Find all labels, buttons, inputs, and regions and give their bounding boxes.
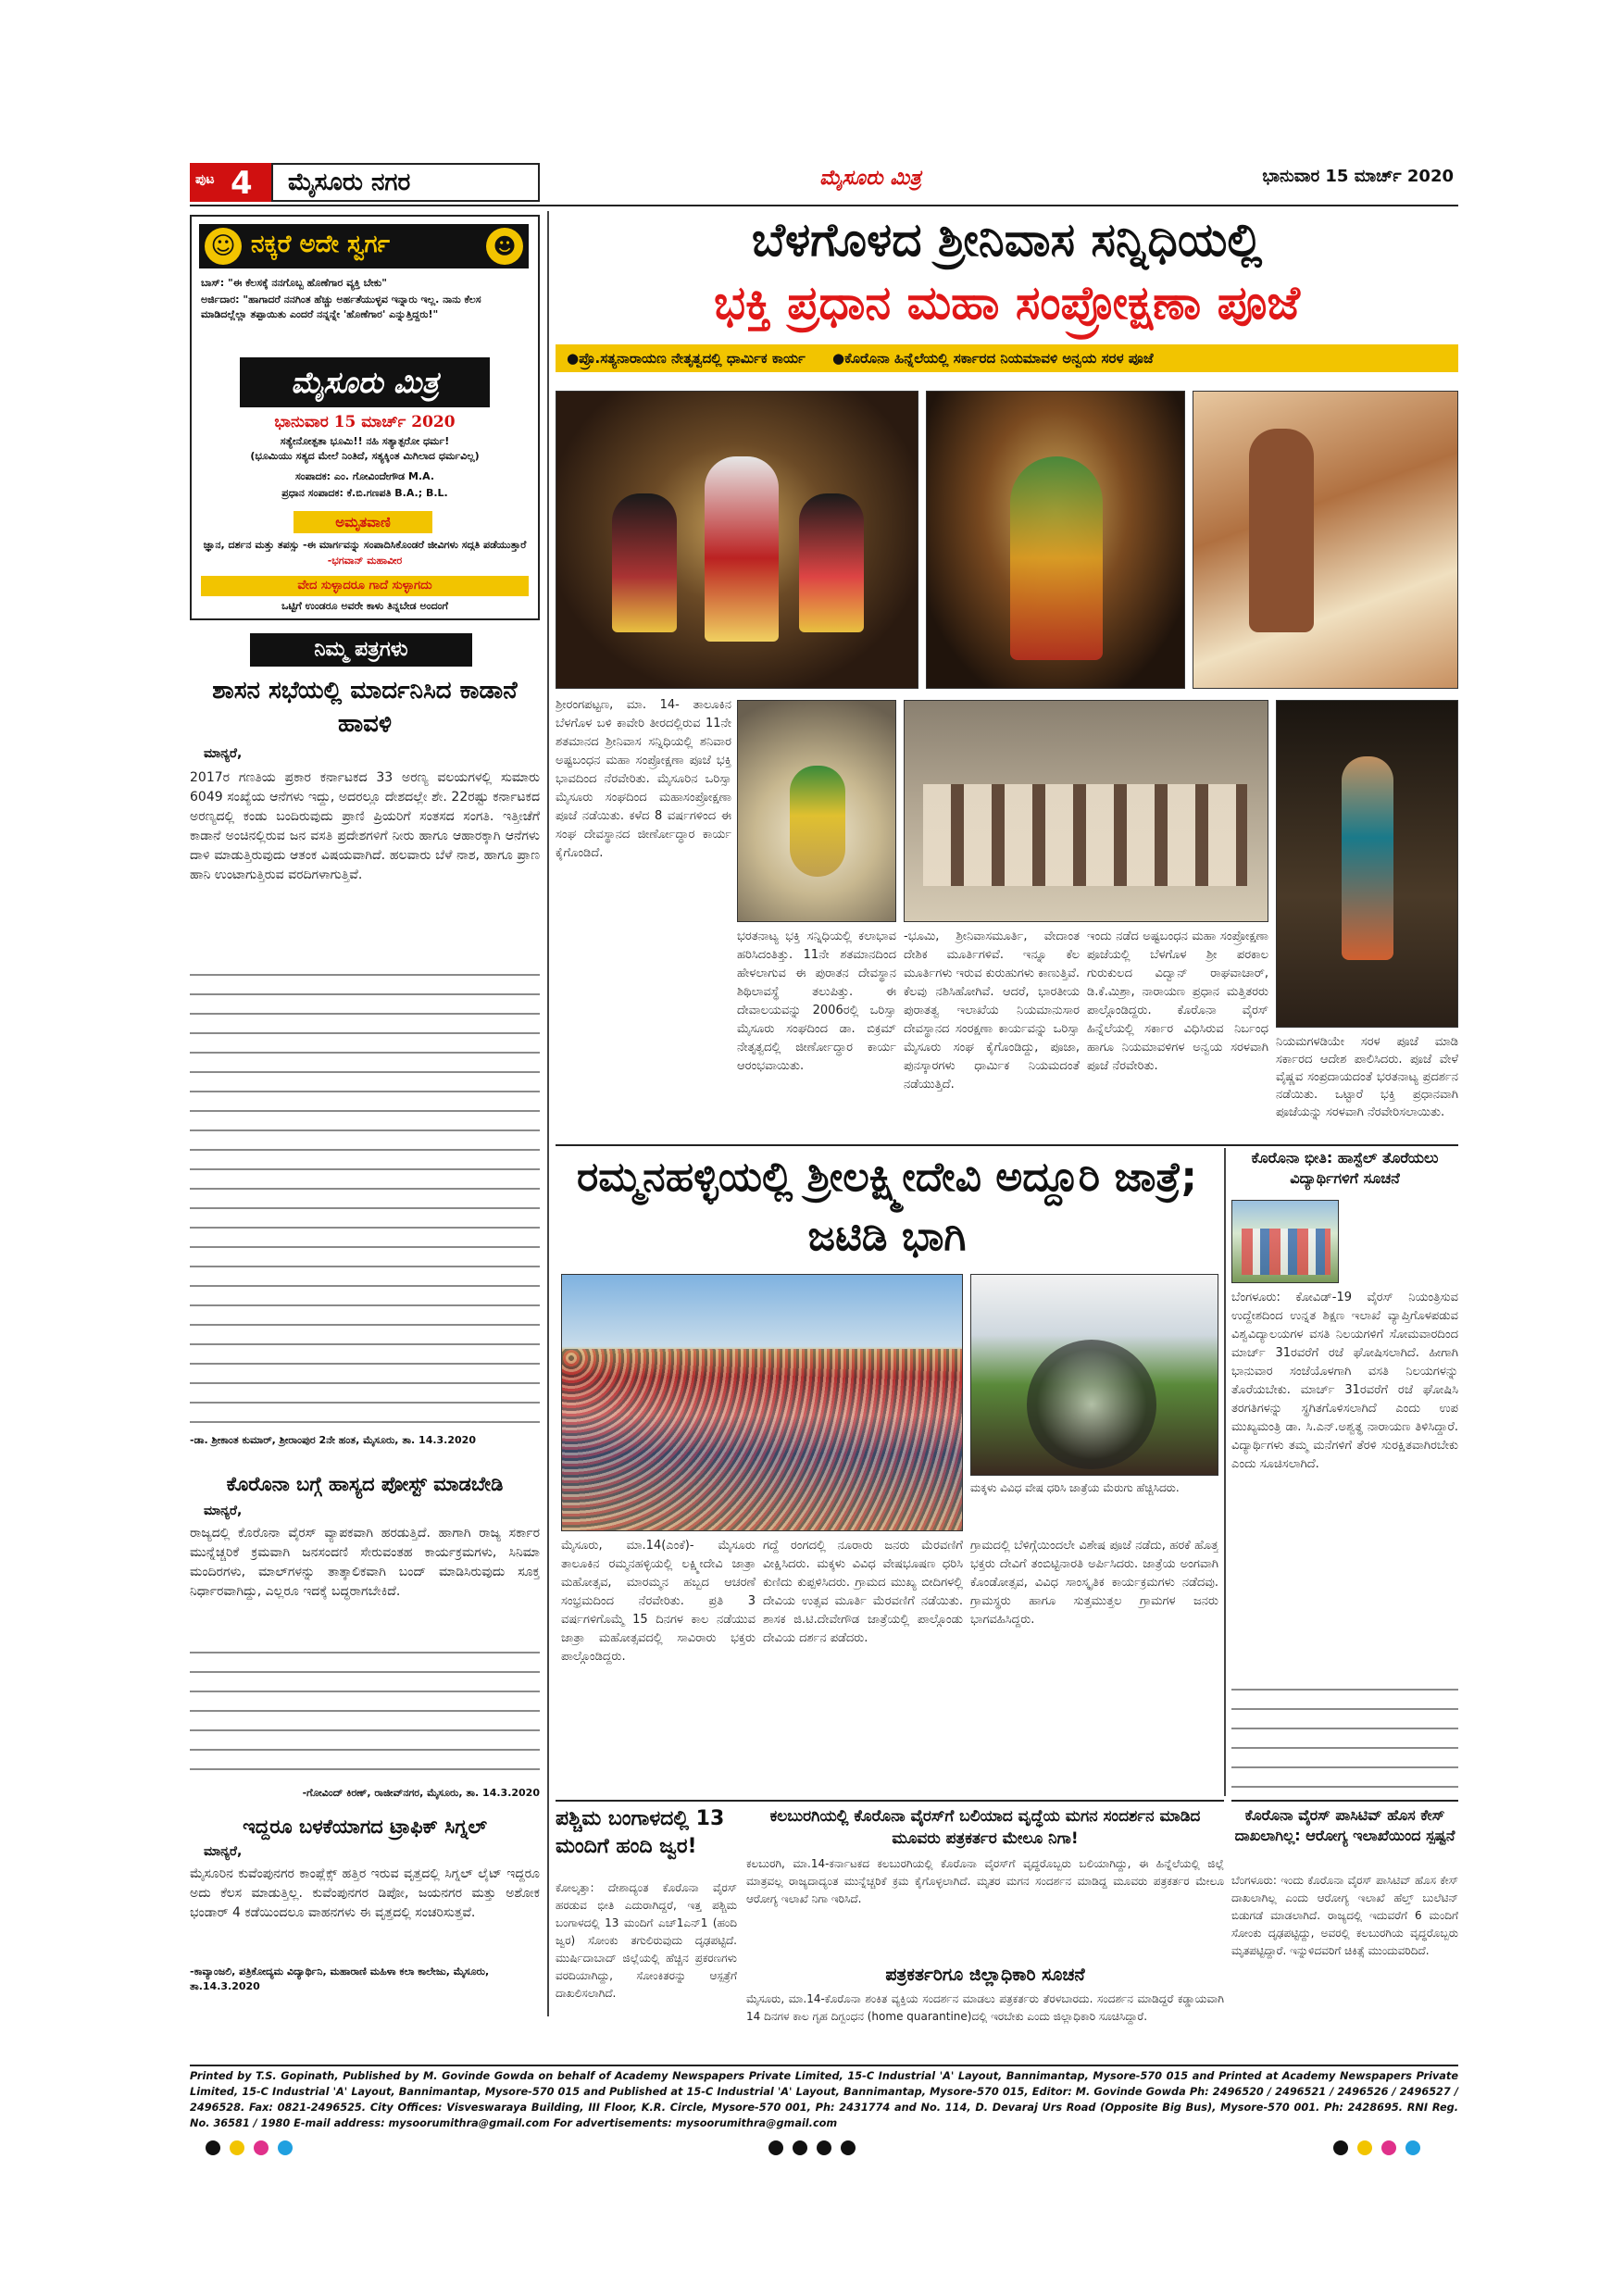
- motto: ಸತ್ಯೇನೋತ್ಪತಾ ಭೂಮಿ!! ನಹಿ ಸತ್ಯಾತ್ಪರೋ ಧರ್ಮ!: [280, 435, 450, 447]
- story2-body-col-1: ಮೈಸೂರು, ಮಾ.14(ಎಂಕೆ)- ಮೈಸೂರು ತಾಲೂಕಿನ ರಮ್ಮನಹಳ್ಳಿಯಲ್ಲಿ ಲಕ್ಷ್ಮೀದೇವಿ ಜಾತ್ರಾ ಮಹೋತ್ಸವ, ಮಾರಮ್ಮನ ಹಬ್ಬದ ಆಚರಣೆ ಸಂಭ್ರಮದಿಂದ ನೆರವೇರಿತು. ಪ್ರತಿ 3 ವರ್ಷಗಳಿಗೊಮ್ಮೆ 15 ದಿನಗಳ ಕಾಲ ನಡೆಯುವ ಜಾತ್ರಾ ಮಹೋತ್ಸವದಲ್ಲಿ ಸಾವಿರಾರು ಭಕ್ತರು ಪಾಲ್ಗೊಂಡಿದ್ದರು.: [561, 1539, 756, 1664]
- letter2-continued-text: [190, 1644, 540, 1783]
- lead-headline-1: ಬೆಳಗೊಳದ ಶ್ರೀನಿವಾಸ ಸನ್ನಿಧಿಯಲ್ಲಿ: [751, 213, 1263, 267]
- lead-subheads: [556, 344, 1458, 372]
- lead-body-col-4: ಇಂದು ನಡೆದ ಅಷ್ಟಬಂಧನ ಮಹಾ ಸಂಪ್ರೋಕ್ಷಣಾ ಪೂಜೆಯಲ್ಲಿ ಬೆಳಗೊಳ ಶ್ರೀ ಪರಕಾಲ ಗುರುಕುಲದ ವಿದ್ವಾನ್ ರಾಘವಾಚಾರ್, ಡಿ.ಕೆ.ಮಿಶ್ರಾ, ನಾರಾಯಣ ಪ್ರಧಾನ ಮತ್ತಿತರರು ಪಾಲ್ಗೊಂಡಿದ್ದರು. ಕೊರೊನಾ ವೈರಸ್ ಹಿನ್ನೆಲೆಯಲ್ಲಿ ಸರ್ಕಾರ ವಿಧಿಸಿರುವ ನಿರ್ಬಂಧ ಹಾಗೂ ನಿಯಮಾವಳಿಗಳ ಅನ್ವಯ ಸರಳವಾಗಿ ಪೂಜೆ ನೆರವೇರಿತು.: [1087, 930, 1268, 1073]
- photo-students-seated: [904, 700, 1268, 922]
- story2-right-divider: [1224, 1148, 1226, 1796]
- story5-body: ಕಲಬುರಗಿ, ಮಾ.14-ಕರ್ನಾಟಕದ ಕಲಬುರಗಿಯಲ್ಲಿ ಕೊರೊನಾ ವೈರಸ್‌ಗೆ ವೃದ್ಧರೊಬ್ಬರು ಬಲಿಯಾಗಿದ್ದು, ಈ ಹಿನ್ನೆಲೆಯಲ್ಲಿ ಜಿಲ್ಲೆ ಮಾತ್ರವಲ್ಲ ರಾಜ್ಯದಾದ್ಯಂತ ಮುನ್ನೆಚ್ಚರಿಕೆ ಕ್ರಮ ಕೈಗೊಳ್ಳಲಾಗಿದೆ. ಮೃತರ ಮಗನ ಸಂದರ್ಶನ ಮಾಡಿದ್ದ ಮೂವರು ಪತ್ರಕರ್ತರ ಮೇಲೂ ಆರೋಗ್ಯ ಇಲಾಖೆ ನಿಗಾ ಇರಿಸಿದೆ.: [746, 1857, 1224, 1905]
- story2-body-col-3: ಗ್ರಾಮದಲ್ಲಿ ಬೆಳಿಗ್ಗೆಯಿಂದಲೇ ವಿಶೇಷ ಪೂಜೆ ನಡೆದು, ಹರಕೆ ಹೊತ್ತ ಭಕ್ತರು ದೇವಿಗೆ ತಂಬಿಟ್ಟಿನಾರತಿ ಅರ್ಪಿಸಿದರು. ಜಾತ್ರೆಯ ಅಂಗವಾಗಿ ಕೊಂಡೋತ್ಸವ, ವಿವಿಧ ಸಾಂಸ್ಕೃತಿಕ ಕಾರ್ಯಕ್ರಮಗಳು ನಡೆದವು. ಗ್ರಾಮಸ್ಥರು ಹಾಗೂ ಸುತ್ತಮುತ್ತಲ ಗ್ರಾಮಗಳ ಜನರು ಭಾಗವಹಿಸಿದ್ದರು.: [970, 1539, 1218, 1627]
- story6-headline: ಕೊರೊನಾ ವೈರಸ್ ಪಾಸಿಟಿವ್ ಹೊಸ ಕೇಸ್ ದಾಖಲಾಗಿಲ್ಲ: ಆರೋಗ್ಯ ಇಲಾಖೆಯಿಂದ ಸ್ಪಷ್ಟನೆ: [1234, 1806, 1455, 1844]
- letter2-signature: -ಗೋವಿಂದ್ ಕಿರಣ್, ರಾಜೀವ್‌ನಗರ, ಮೈಸೂರು, ತಾ. 14.3.2020: [302, 1787, 540, 1799]
- story6-body: ಬೆಂಗಳೂರು: ಇಂದು ಕೊರೊನಾ ವೈರಸ್ ಪಾಸಿಟಿವ್ ಹೊಸ ಕೇಸ್ ದಾಖಲಾಗಿಲ್ಲ ಎಂದು ಆರೋಗ್ಯ ಇಲಾಖೆ ಹೆಲ್ತ್ ಬುಲೆಟಿನ್ ಬಿಡುಗಡೆ ಮಾಡಲಾಗಿದೆ. ರಾಜ್ಯದಲ್ಲಿ ಇದುವರೆಗೆ 6 ಮಂದಿಗೆ ಸೋಂಕು ದೃಢಪಟ್ಟಿದ್ದು, ಅವರಲ್ಲಿ ಕಲಬುರಗಿಯ ವೃದ್ಧರೊಬ್ಬರು ಮೃತಪಟ್ಟಿದ್ದಾರೆ. ಇನ್ನುಳಿದವರಿಗೆ ಚಿಕಿತ್ಸೆ ಮುಂದುವರಿದಿದೆ.: [1231, 1874, 1458, 1957]
- lead-headline-2: ಭಕ್ತಿ ಪ್ರಧಾನ ಮಹಾ ಸಂಪ್ರೋಕ್ಷಣಾ ಪೂಜೆ: [713, 276, 1301, 330]
- quote-author: -ಭಗವಾನ್ ಮಹಾವೀರ: [327, 555, 403, 567]
- laughing-face-icon: ☺: [205, 228, 242, 265]
- lead-body-col-5: ನಿಯಮಗಳಡಿಯೇ ಸರಳ ಪೂಜೆ ಮಾಡಿ ಸರ್ಕಾರದ ಆದೇಶ ಪಾಲಿಸಿದರು. ಪೂಜೆ ವೇಳೆ ವೈಷ್ಣವ ಸಂಪ್ರದಾಯದಂತೆ ಭರತನಾಟ್ಯ ಪ್ರದರ್ಶನ ನಡೆಯಿತು. ಒಟ್ಟಾರೆ ಭಕ್ತಿ ಪ್ರಧಾನವಾಗಿ ಪೂಜೆಯನ್ನು ಸರಳವಾಗಿ ನೆರವೇರಿಸಲಾಯಿತು.: [1276, 1035, 1458, 1119]
- photo-jatre-procession: [970, 1274, 1218, 1476]
- humor-title: ನಕ್ಕರೆ ಅದೇ ಸ್ವರ್ಗ: [251, 231, 390, 258]
- letter1-salutation: ಮಾನ್ಯರೆ,: [204, 746, 243, 761]
- letter3-title: ಇದ್ದರೂ ಬಳಕೆಯಾಗದ ಟ್ರಾಫಿಕ್ ಸಿಗ್ನಲ್: [243, 1816, 487, 1838]
- page-number-tag: [190, 163, 271, 202]
- quote-block: [201, 537, 529, 568]
- box-date: ಭಾನುವಾರ 15 ಮಾರ್ಚ್ 2020: [274, 413, 456, 431]
- lead-body-col-1: ಶ್ರೀರಂಗಪಟ್ಟಣ, ಮಾ. 14- ತಾಲೂಕಿನ ಬೆಳಗೊಳ ಬಳಿ ಕಾವೇರಿ ತೀರದಲ್ಲಿರುವ 11ನೇ ಶತಮಾನದ ಶ್ರೀನಿವಾಸ ಸನ್ನಿಧಿಯಲ್ಲಿ ಶನಿವಾರ ಅಷ್ಟಬಂಧನ ಮಹಾ ಸಂಪ್ರೋಕ್ಷಣಾ ಪೂಜೆ ಭಕ್ತಿ ಭಾವದಿಂದ ನೆರವೇರಿತು. ಮೈಸೂರಿನ ಒರಿಸ್ಸಾ ಮೈಸೂರು ಸಂಘದಿಂದ ಮಹಾಸಂಪ್ರೋಕ್ಷಣಾ ಪೂಜೆ ನಡೆಯಿತು. ಕಳೆದ 8 ವರ್ಷಗಳಿಂದ ಈ ಸಂಘ ದೇವಸ್ಥಾನದ ಜೀರ್ಣೋದ್ಧಾರ ಕಾರ್ಯ ಕೈಗೊಂಡಿದೆ.: [556, 698, 731, 860]
- page-label: ಪುಟ: [195, 172, 215, 187]
- story5-sub-headline: ಪತ್ರಕರ್ತರಿಗೂ ಜಿಲ್ಲಾಧಿಕಾರಿ ಸೂಚನೆ: [885, 1965, 1085, 1985]
- story6-top-rule: [1231, 1800, 1458, 1802]
- motto-meaning: (ಭೂಮಿಯು ಸತ್ಯದ ಮೇಲೆ ನಿಂತಿದೆ, ಸತ್ಯಕ್ಕಿಂತ ಮಿಗಿಲಾದ ಧರ್ಮವಿಲ್ಲ): [250, 450, 480, 462]
- letter2-salutation: ಮಾನ್ಯರೆ,: [204, 1504, 243, 1518]
- proverb-title: ವೇದ ಸುಳ್ಳಾದರೂ ಗಾದೆ ಸುಳ್ಳಾಗದು: [201, 576, 529, 596]
- humor-banner: [199, 224, 529, 268]
- photo-decorated-deity: [926, 391, 1185, 689]
- photo-temple-idols: [556, 391, 918, 689]
- footer-imprint: Printed by T.S. Gopinath, Published by M. Govinde Gowda on behalf of Academy Newspapers Private Limited, 15-C Industrial 'A' Layout, Bannimantap, Mysore-570 015 and Printed at Academy Newspapers Private Limited, 15-C Industrial 'A' Layout, Bannimantap, Mysore-570 015 and Published at 15-C Industrial 'A' Layout, Bannimantap, Mysore-570 015, Editor: M. Govinde Gowda Ph: 2496520 / 2496521 / 2496526 / 2496527 / 2496528. Fax: 0821-2496525. City Offices: Visveswaraya Building, III Floor, K.R. Circle, Mysore-570 001, Ph: 2431774 and No. 114, D. Devaraj Urs Road (Opposite Big Bus), Mysore-570 001. Ph: 2428695. RNI Reg. No. 36581 / 1980 E-mail address: mysoorumithra@gmail.com For advertisements: mysoorumithra@gmail.com: [190, 2070, 1458, 2129]
- footer-rule: [190, 2065, 1458, 2066]
- cartoon-icon: ☻: [486, 228, 523, 265]
- photo-priest-ritual: [1193, 391, 1458, 689]
- photo-bharatanatyam-dancer: [1276, 700, 1458, 1028]
- letter2-body: ರಾಜ್ಯದಲ್ಲಿ ಕೊರೊನಾ ವೈರಸ್ ವ್ಯಾಪಕವಾಗಿ ಹರಡುತ್ತಿದೆ. ಹಾಗಾಗಿ ರಾಜ್ಯ ಸರ್ಕಾರ ಮುನ್ನೆಚ್ಚರಿಕೆ ಕ್ರಮವಾಗಿ ಜನಸಂದಣಿ ಸೇರುವಂತಹ ಕಾರ್ಯಕ್ರಮಗಳು, ಸಿನಿಮಾ ಮಂದಿರಗಳು, ಮಾಲ್‌ಗಳನ್ನು ತಾತ್ಕಾಲಿಕವಾಗಿ ಬಂದ್ ಮಾಡಿಸಿರುವುದು ಸೂಕ್ತ ನಿರ್ಧಾರವಾಗಿದ್ದು, ಎಲ್ಲರೂ ಇದಕ್ಕೆ ಬದ್ಧರಾಗಬೇಕಿದೆ.: [190, 1526, 540, 1599]
- photo-students-hostel: [1231, 1200, 1339, 1283]
- story3-headline: ಕೊರೊನಾ ಭೀತಿ: ಹಾಸ್ಟೆಲ್ ತೊರೆಯಲು ವಿದ್ಯಾರ್ಥಿಗಳಿಗೆ ಸೂಚನೆ: [1251, 1149, 1439, 1187]
- quote-title: ಅಮೃತವಾಣಿ: [294, 511, 432, 533]
- quote-text: ಜ್ಞಾನ, ದರ್ಶನ ಮತ್ತು ತಪಸ್ಸು -ಈ ಮಾರ್ಗವನ್ನು ಸಂಪಾದಿಸಿಕೊಂಡರೆ ಜೀವಿಗಳು ಸದ್ಗತಿ ಪಡೆಯುತ್ತಾರೆ: [203, 539, 527, 551]
- story2-photo-caption: ಮಕ್ಕಳು ವಿವಿಧ ವೇಷ ಧರಿಸಿ ಜಾತ್ರೆಯ ಮೆರುಗು ಹೆಚ್ಚಿಸಿದರು.: [970, 1481, 1180, 1494]
- registration-marks-right: [1333, 2140, 1430, 2159]
- lead-body-col-2: ಭರತನಾಟ್ಯ ಭಕ್ತಿ ಸನ್ನಿಧಿಯಲ್ಲಿ ಕಲಾಭಾವ ಹರಿಸಿದಂತಿತ್ತು. 11ನೇ ಶತಮಾನದಿಂದ ಹೇಳಲಾಗುವ ಈ ಪುರಾತನ ದೇವಸ್ಥಾನ ಶಿಥಿಲಾವಸ್ಥೆ ತಲುಪಿತ್ತು. ಈ ದೇವಾಲಯವನ್ನು 2006ರಲ್ಲಿ ಒರಿಸ್ಸಾ ಮೈಸೂರು ಸಂಘದಿಂದ ಡಾ. ಬಿಕ್ರಮ್ ನೇತೃತ್ವದಲ್ಲಿ ಜೀರ್ಣೋದ್ಧಾರ ಕಾರ್ಯ ಆರಂಭವಾಯಿತು.: [737, 930, 896, 1073]
- photo-jatre-crowd: [561, 1274, 963, 1531]
- story5-sub-body: ಮೈಸೂರು, ಮಾ.14-ಕೊರೊನಾ ಶಂಕಿತ ವ್ಯಕ್ತಿಯ ಸಂದರ್ಶನ ಮಾಡಲು ಪತ್ರಕರ್ತರು ತೆರಳಬಾರದು. ಸಂದರ್ಶನ ಮಾಡಿದ್ದರೆ ಕಡ್ಡಾಯವಾಗಿ 14 ದಿನಗಳ ಕಾಲ ಗೃಹ ದಿಗ್ಬಂಧನ (home quarantine)ದಲ್ಲಿ ಇರಬೇಕು ಎಂದು ಜಿಲ್ಲಾಧಿಕಾರಿ ಸೂಚಿಸಿದ್ದಾರೆ.: [746, 1992, 1224, 2023]
- story2-headline: ರಮ್ಮನಹಳ್ಳಿಯಲ್ಲಿ ಶ್ರೀಲಕ್ಷ್ಮೀದೇವಿ ಅದ್ದೂರಿ ಜಾತ್ರೆ; ಜಟಿಡಿ ಭಾಗಿ: [577, 1154, 1197, 1260]
- humor-line-1: ಬಾಸ್: "ಈ ಕೆಲಸಕ್ಕೆ ನನಗೊಬ್ಬ ಹೊಣೆಗಾರ ವ್ಯಕ್ತಿ ಬೇಕು": [201, 277, 387, 289]
- story4-headline: ಪಶ್ಚಿಮ ಬಂಗಾಳದಲ್ಲಿ 13 ಮಂದಿಗೆ ಹಂದಿ ಜ್ವರ!: [556, 1807, 725, 1858]
- lead-sub-1: ●ಪ್ರೊ.ಸತ್ಯನಾರಾಯಣ ನೇತೃತ್ವದಲ್ಲಿ ಧಾರ್ಮಿಕ ಕಾರ್ಯ: [567, 350, 806, 367]
- humor-line-2: ಅರ್ಜಿದಾರ: "ಹಾಗಾದರೆ ನನಗಿಂತ ಹೆಚ್ಚು ಅರ್ಹತೆಯುಳ್ಳವ ಇನ್ನಾರು ಇಲ್ಲ. ನಾನು ಕೆಲಸ ಮಾಡಿದಲ್ಲೆಲ್ಲಾ ತಪ್ಪಾಯಿತು ಎಂದರೆ ನನ್ನನ್ನೇ 'ಹೊಣೆಗಾರ' ಎನ್ನುತ್ತಿದ್ದರು!": [201, 293, 481, 320]
- story5-headline: ಕಲಬುರಗಿಯಲ್ಲಿ ಕೊರೊನಾ ವೈರಸ್‌ಗೆ ಬಲಿಯಾದ ವೃದ್ಧೆಯ ಮಗನ ಸಂದರ್ಶನ ಮಾಡಿದ ಮೂವರು ಪತ್ರಕರ್ತರ ಮೇಲೂ ನಿಗಾ!: [769, 1807, 1201, 1848]
- story3-body: ಬೆಂಗಳೂರು: ಕೋವಿಡ್-19 ವೈರಸ್ ನಿಯಂತ್ರಿಸುವ ಉದ್ದೇಶದಿಂದ ಉನ್ನತ ಶಿಕ್ಷಣ ಇಲಾಖೆ ವ್ಯಾಪ್ತಿಗೊಳಪಡುವ ವಿಶ್ವವಿದ್ಯಾಲಯಗಳ ವಸತಿ ನಿಲಯಗಳಿಗೆ ಸೋಮವಾರದಿಂದ ಮಾರ್ಚ್ 31ರವರೆಗೆ ರಜೆ ಘೋಷಿಸಲಾಗಿದೆ. ಹೀಗಾಗಿ ಭಾನುವಾರ ಸಂಜೆಯೊಳಗಾಗಿ ವಸತಿ ನಿಲಯಗಳನ್ನು ತೊರೆಯಬೇಕು. ಮಾರ್ಚ್ 31ರವರೆಗೆ ರಜೆ ಘೋಷಿಸಿ ತರಗತಿಗಳನ್ನು ಸ್ಥಗಿತಗೊಳಿಸಲಾಗಿದೆ ಎಂದು ಉಪ ಮುಖ್ಯಮಂತ್ರಿ ಡಾ. ಸಿ.ಎನ್.ಅಶ್ವತ್ಥ ನಾರಾಯಣ ತಿಳಿಸಿದ್ದಾರೆ. ವಿದ್ಯಾರ್ಥಿಗಳು ತಮ್ಮ ಮನೆಗಳಿಗೆ ತೆರಳಿ ಸುರಕ್ಷಿತವಾಗಿರಬೇಕು ಎಂದು ಸೂಚಿಸಲಾಗಿದೆ.: [1231, 1291, 1458, 1471]
- letter1-body: 2017ರ ಗಣತಿಯ ಪ್ರಕಾರ ಕರ್ನಾಟಕದ 33 ಅರಣ್ಯ ವಲಯಗಳಲ್ಲಿ ಸುಮಾರು 6049 ಸಂಖ್ಯೆಯ ಆನೆಗಳು ಇದ್ದು, ಅದರಲ್ಲೂ ದೇಶದಲ್ಲೇ ಶೇ. 22ರಷ್ಟು ಕರ್ನಾಟಕದ ಅರಣ್ಯದಲ್ಲಿ ಕಂಡು ಬಂದಿರುವುದು ಪ್ರಾಣಿ ಪ್ರಿಯರಿಗೆ ಸಂತಸದ ಸಂಗತಿ. ಇತ್ತೀಚೆಗೆ ಕಾಡಾನೆ ಅಂಚಿನಲ್ಲಿರುವ ಜನ ವಸತಿ ಪ್ರದೇಶಗಳಿಗೆ ನೀರು ಹಾಗೂ ಆಹಾರಕ್ಕಾಗಿ ಆನೆಗಳು ದಾಳಿ ಮಾಡುತ್ತಿರುವುದು ಆತಂಕ ವಿಷಯವಾಗಿದೆ. ಹಲವಾರು ಬೆಳೆ ನಾಶ, ಹಾಗೂ ಪ್ರಾಣ ಹಾನಿ ಉಂಟಾಗುತ್ತಿರುವ ವರದಿಗಳಾಗುತ್ತಿವೆ.: [190, 770, 540, 882]
- chief-editor-line: ಪ್ರಧಾನ ಸಂಪಾದಕ: ಕೆ.ಬಿ.ಗಣಪತಿ B.A.; B.L.: [281, 487, 448, 499]
- letter1-signature: -ಡಾ. ಶ್ರೀಕಾಂತ ಕುಮಾರ್, ಶ್ರೀರಾಂಪುರ 2ನೇ ಹಂತ, ಮೈಸೂರು, ತಾ. 14.3.2020: [190, 1434, 476, 1446]
- letter2-title: ಕೊರೊನಾ ಬಗ್ಗೆ ಹಾಸ್ಯದ ಪೋಸ್ಟ್ ಮಾಡಬೇಡಿ: [226, 1473, 504, 1495]
- registration-marks-left: [206, 2140, 302, 2159]
- sidebar-info-box: [190, 215, 540, 620]
- letter1-continued-text: [190, 967, 540, 1429]
- letter3-body: ಮೈಸೂರಿನ ಕುವೆಂಪುನಗರ ಕಾಂಪ್ಲೆಕ್ಸ್ ಹತ್ತಿರ ಇರುವ ವೃತ್ತದಲ್ಲಿ ಸಿಗ್ನಲ್ ಲೈಟ್ ಇದ್ದರೂ ಅದು ಕೆಲಸ ಮಾಡುತ್ತಿಲ್ಲ. ಕುವೆಂಪುನಗರ ಡಿಪೋ, ಜಯನಗರ ಮತ್ತು ಅಶೋಕ ಭಂಡಾರ್ 4 ಕಡೆಯಿಂದಲೂ ವಾಹನಗಳು ಈ ವೃತ್ತದಲ್ಲಿ ಸಂಚರಿಸುತ್ತವೆ.: [190, 1866, 540, 1920]
- lead-body-col-3: -ಭೂಮಿ, ಶ್ರೀನಿವಾಸಮೂರ್ತಿ, ವೇದಾಂತ ದೇಶಿಕ ಮೂರ್ತಿಗಳಿವೆ. ಇನ್ನೂ ಕೆಲ ಮೂರ್ತಿಗಳು ಇರುವ ಕುರುಹುಗಳು ಕಾಣುತ್ತಿವೆ. ಕೆಲವು ನಶಿಸಿಹೋಗಿವೆ. ಆದರೆ, ಭಾರತೀಯ ಪುರಾತತ್ವ ಇಲಾಖೆಯ ನಿಯಮಾನುಸಾರ ದೇವಸ್ಥಾನದ ಸಂರಕ್ಷಣಾ ಕಾರ್ಯವನ್ನು ಒರಿಸ್ಸಾ ಮೈಸೂರು ಸಂಘ ಕೈಗೊಂಡಿದ್ದು, ಪೂಜಾ, ಪುನಸ್ಕಾರಗಳು ಧಾರ್ಮಿಕ ನಿಯಮದಂತೆ ನಡೆಯುತ್ತಿದೆ.: [904, 930, 1080, 1092]
- section-name: ಮೈಸೂರು ನಗರ: [288, 168, 411, 196]
- masthead: ಮೈಸೂರು ಮಿತ್ರ: [819, 167, 921, 190]
- proverb-text: ಒಟ್ಟಿಗೆ ಉಂಡರೂ ಅವರೇ ಕಾಳು ತಿನ್ನಬೇಡ ಅಂದಂಗೆ: [281, 600, 448, 612]
- sidebar-divider: [547, 211, 549, 2016]
- lead-bottom-rule: [556, 1144, 1458, 1146]
- letter3-signature: -ಕಾವ್ಯಾಂಜಲಿ, ಪತ್ರಿಕೋದ್ಯಮ ವಿದ್ಯಾರ್ಥಿನಿ, ಮಹಾರಾಣಿ ಮಹಿಳಾ ಕಲಾ ಕಾಲೇಜು, ಮೈಸೂರು, ತಾ.14.3.2020: [190, 1965, 490, 1992]
- letters-title: ನಿಮ್ಮ ಪತ್ರಗಳು: [250, 633, 472, 667]
- lead-sub-2: ●ಕೊರೊನಾ ಹಿನ್ನೆಲೆಯಲ್ಲಿ ಸರ್ಕಾರದ ನಿಯಮಾವಳಿ ಅನ್ವಯ ಸರಳ ಪೂಜೆ: [832, 350, 1154, 367]
- registration-marks-center: [768, 2140, 865, 2159]
- header-rule: [190, 205, 1458, 206]
- story2-body-col-2: ಗದ್ದೆ ರಂಗದಲ್ಲಿ ನೂರಾರು ಜನರು ಮೆರವಣಿಗೆ ವೀಕ್ಷಿಸಿದರು. ಮಕ್ಕಳು ವಿವಿಧ ವೇಷಭೂಷಣ ಧರಿಸಿ ಕುಣಿದು ಕುಪ್ಪಳಿಸಿದರು. ಗ್ರಾಮದ ಮುಖ್ಯ ಬೀದಿಗಳಲ್ಲಿ ದೇವಿಯ ಉತ್ಸವ ಮೂರ್ತಿ ಮೆರವಣಿಗೆ ನಡೆಯಿತು. ಶಾಸಕ ಜಿ.ಟಿ.ದೇವೇಗೌಡ ಜಾತ್ರೆಯಲ್ಲಿ ಪಾಲ್ಗೊಂಡು ದೇವಿಯ ದರ್ಶನ ಪಡೆದರು.: [763, 1539, 963, 1645]
- story3-continued-text: [1231, 1681, 1458, 1796]
- story4-top-rule: [556, 1800, 1224, 1802]
- page-number: 4: [231, 165, 253, 202]
- story4-body: ಕೋಲ್ಕತ್ತಾ: ದೇಶಾದ್ಯಂತ ಕೊರೊನಾ ವೈರಸ್ ಹರಡುವ ಭೀತಿ ಎದುರಾಗಿದ್ದರೆ, ಇತ್ತ ಪಶ್ಚಿಮ ಬಂಗಾಳದಲ್ಲಿ 13 ಮಂದಿಗೆ ಎಚ್1ಎನ್1 (ಹಂದಿ ಜ್ವರ) ಸೋಂಕು ತಗುಲಿರುವುದು ದೃಢಪಟ್ಟಿದೆ. ಮುರ್ಷಿದಾಬಾದ್ ಜಿಲ್ಲೆಯಲ್ಲಿ ಹೆಚ್ಚಿನ ಪ್ರಕರಣಗಳು ವರದಿಯಾಗಿದ್ದು, ಸೋಂಕಿತರನ್ನು ಆಸ್ಪತ್ರೆಗೆ ದಾಖಲಿಸಲಾಗಿದೆ.: [556, 1881, 737, 2000]
- letter3-salutation: ಮಾನ್ಯರೆ,: [204, 1844, 243, 1859]
- photo-kalasha: [737, 700, 896, 922]
- issue-date: ಭಾನುವಾರ 15 ಮಾರ್ಚ್ 2020: [1262, 167, 1454, 186]
- masthead-box: ಮೈಸೂರು ಮಿತ್ರ: [240, 357, 490, 407]
- section-label-box: [271, 163, 540, 202]
- editor-line: ಸಂಪಾದಕ: ಎಂ. ಗೋವಿಂದೇಗೌಡ M.A.: [294, 470, 435, 482]
- letter1-title: ಶಾಸನ ಸಭೆಯಲ್ಲಿ ಮಾರ್ದನಿಸಿದ ಕಾಡಾನೆ ಹಾವಳಿ: [212, 677, 518, 738]
